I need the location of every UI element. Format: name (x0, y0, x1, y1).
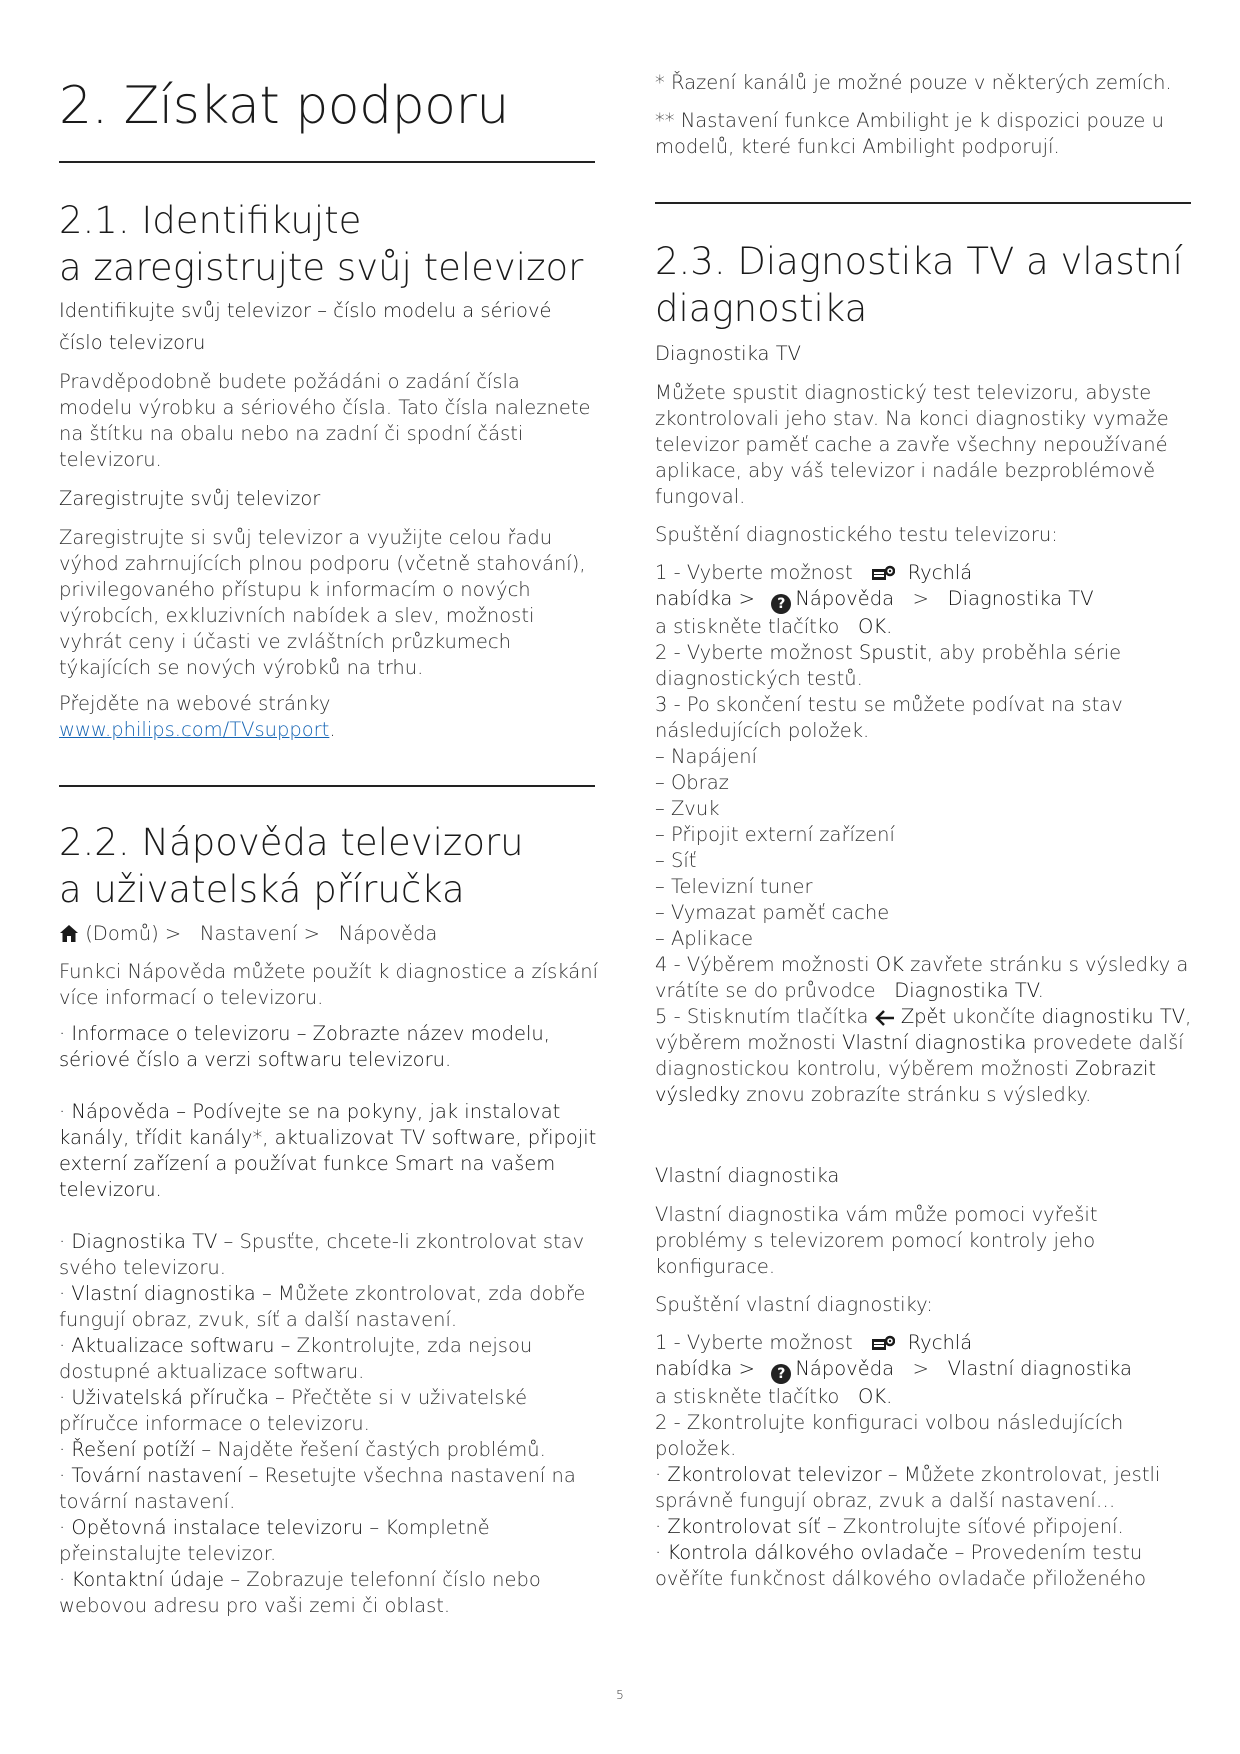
list-item: · Zkontrolovat síť – Zkontrolujte síťové připojení. (655, 1515, 1124, 1538)
right-column (655, 70, 1195, 1592)
list-item: · Uživatelská příručka – Přečtěte si v uživatelské příručce informace o televizoru. (59, 1386, 528, 1435)
subheading-tv-diagnostics: Diagnostika TV (655, 342, 801, 365)
paragraph-help-intro: Funkci Nápověda můžete použít k diagnostice a získání více informací o televizoru. (59, 960, 599, 1009)
paragraph-website: Přejděte na webové stránky www.philips.com/TVsupport. (59, 692, 336, 741)
self-item-list (655, 1462, 1195, 1592)
self-step-1: 1 - Vyberte možnost Rychlá nabídka > ? Nápověda > Vlastní diagnostika a stiskněte tlačítko OK. (655, 1331, 1132, 1408)
list-item: · Kontaktní údaje – Zobrazuje telefonní číslo nebo webovou adresu pro vaši zemi či oblast. (59, 1568, 541, 1617)
step-1: 1 - Vyberte možnost Rychlá nabídka > ? Nápověda > Diagnostika TV a stiskněte tlačítko OK. (655, 561, 1094, 638)
self-step-2: 2 - Zkontrolujte konfiguraci volbou následujících položek. (655, 1411, 1124, 1460)
back-arrow-icon (875, 1010, 895, 1026)
paragraph-run-self: Spuštění vlastní diagnostiky: (655, 1293, 933, 1316)
list-item: – Obraz (655, 771, 729, 794)
bullet-help: · Nápověda – Podívejte se na pokyny, jak instalovat kanály, třídit kanály*, aktualizovat TV software, připojit externí zařízení a používat funkce Smart na vašem televizoru. (59, 1100, 597, 1201)
subheading-self-diagnostics: Vlastní diagnostika (655, 1164, 840, 1187)
section-title-2-1: 2.1. Identifikujte a zaregistrujte svůj televizor (59, 199, 584, 289)
list-item: · Kontrola dálkového ovladače – Provedením testu ověříte funkčnost dálkového ovladače přiloženého (655, 1541, 1147, 1590)
diagnostic-item-list (655, 744, 1195, 952)
list-item: · Aktualizace softwaru – Zkontrolujte, zda nejsou dostupné aktualizace softwaru. (59, 1334, 533, 1383)
help-icon: ? (771, 594, 791, 614)
footnote-sorting: * Řazení kanálů je možné pouze v některých zemích. (655, 71, 1172, 94)
list-item: · Zkontrolovat televizor – Můžete zkontrolovat, jestli správně fungují obraz, zvuk a další nastavení… (655, 1463, 1161, 1512)
list-item: – Vymazat paměť cache (655, 901, 890, 924)
paragraph-self-intro: Vlastní diagnostika vám může pomoci vyřešit problémy s televizorem pomocí kontroly jeho konfigurace. (655, 1203, 1098, 1278)
list-item: – Napájení (655, 745, 758, 768)
list-item: · Řešení potíží – Najděte řešení častých problémů. (59, 1438, 546, 1461)
list-item: – Síť (655, 849, 697, 872)
step-5: 5 - Stisknutím tlačítka Zpět ukončíte diagnostiku TV, výběrem možnosti Vlastní diagnostika provedete další diagnostickou kontrolu, výběrem možnosti Zobrazit výsledky znovu zobrazíte stránku s výsledky. (655, 1005, 1192, 1106)
list-item: – Aplikace (655, 927, 754, 950)
footnote-ambilight: ** Nastavení funkce Ambilight je k dispozici pouze u modelů, které funkci Ambilight podporují. (655, 109, 1164, 158)
bullet-tv-info: · Informace o televizoru – Zobrazte název modelu, sériové číslo a verzi softwaru televizoru. (59, 1022, 550, 1071)
list-item: – Připojit externí zařízení (655, 823, 895, 846)
step-2: 2 - Vyberte možnost Spustit, aby proběhla série diagnostických testů. (655, 641, 1122, 690)
page-number: 5 (616, 1688, 624, 1702)
list-item: · Diagnostika TV – Spusťte, chcete-li zkontrolovat stav svého televizoru. (59, 1230, 585, 1279)
help-icon: ? (771, 1364, 791, 1384)
section-title-2-3: 2.3. Diagnostika TV a vlastní diagnostika (655, 240, 1183, 330)
paragraph-model-number: Pravděpodobně budete požádáni o zadání čísla modelu výrobku a sériového čísla. Tato čísla naleznete na štítku na obalu nebo na zadní či spodní části televizoru. (59, 370, 591, 471)
help-item-list (59, 1229, 599, 1619)
left-column (59, 64, 599, 1619)
section-title-2-2: 2.2. Nápověda televizoru a uživatelská příručka (59, 821, 524, 911)
support-link[interactable]: www.philips.com/TVsupport (59, 718, 330, 741)
step-4: 4 - Výběrem možnosti OK zavřete stránku s výsledky a vrátíte se do průvodce Diagnostika TV. (655, 953, 1189, 1002)
paragraph-run-test: Spuštění diagnostického testu televizoru: (655, 523, 1058, 546)
paragraph-register: Zaregistrujte si svůj televizor a využijte celou řadu výhod zahrnujících plnou podporu (včetně stahování), privilegovaného přístupu k informacím o nových výrobcích, exkluzivních nabídek a slev, možnosti vyhrát ceny i účasti ve zvláštních průzkumech týkajících se nových výrobků na trhu. (59, 526, 586, 679)
chapter-title: 2. Získat podporu (59, 76, 509, 136)
quick-menu-icon (871, 1334, 895, 1352)
list-item: · Vlastní diagnostika – Můžete zkontrolovat, zda dobře fungují obraz, zvuk, síť a další nastavení. (59, 1282, 586, 1331)
paragraph-diagnostics-intro: Můžete spustit diagnostický test televizoru, abyste zkontrolovali jeho stav. Na konci diagnostiky vymaže televizor paměť cache a zavře všechny nepoužívané aplikace, aby váš televizor i nadále bezproblémově fungoval. (655, 381, 1169, 508)
subheading-identify: Identifikujte svůj televizor – číslo modelu a sériové číslo televizoru (59, 299, 552, 354)
list-item: · Tovární nastavení – Resetujte všechna nastavení na tovární nastavení. (59, 1464, 576, 1513)
list-item: · Opětovná instalace televizoru – Kompletně přeinstalujte televizor. (59, 1516, 490, 1565)
breadcrumb: (Domů) > Nastavení > Nápověda (59, 919, 599, 949)
list-item: – Zvuk (655, 797, 720, 820)
home-icon (59, 924, 79, 943)
list-item: – Televizní tuner (655, 875, 813, 898)
quick-menu-icon (871, 564, 895, 582)
subheading-register: Zaregistrujte svůj televizor (59, 487, 321, 510)
step-3: 3 - Po skončení testu se můžete podívat na stav následujících položek. (655, 693, 1123, 742)
